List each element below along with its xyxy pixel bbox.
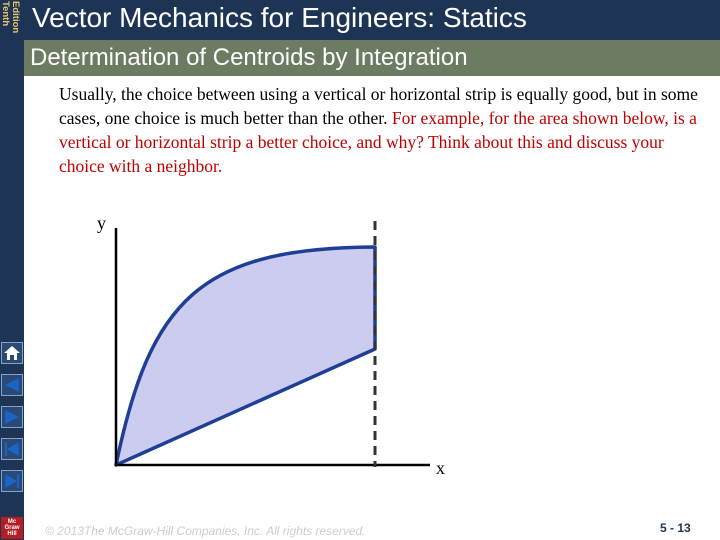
shaded-area bbox=[116, 247, 375, 465]
logo-line-1: Mc bbox=[7, 519, 17, 525]
edition-line-2: Edition bbox=[10, 1, 21, 34]
x-axis-label: x bbox=[436, 458, 445, 478]
page-title: Vector Mechanics for Engineers: Statics bbox=[32, 2, 527, 33]
edition-line-1: Tenth bbox=[0, 1, 11, 27]
logo-line-3: Hill bbox=[7, 531, 17, 537]
section-title: Determination of Centroids by Integration bbox=[30, 44, 468, 71]
copyright-notice: © 2013The McGraw-Hill Companies, Inc. All rights reserved. bbox=[45, 524, 366, 538]
page-number: 5 - 13 bbox=[660, 521, 691, 535]
question-prompt: For example, for the area shown below, is a vertical or horizontal strip a better choice, and why? Think about this and discuss your choice with a neighbor. bbox=[59, 108, 697, 176]
logo-line-2: Graw bbox=[4, 525, 20, 531]
question-intro: Usually, the choice between using a vertical or horizontal strip is equally good, but in some cases, one choice is much better than the other. bbox=[59, 84, 698, 128]
y-axis-label: y bbox=[97, 213, 106, 233]
